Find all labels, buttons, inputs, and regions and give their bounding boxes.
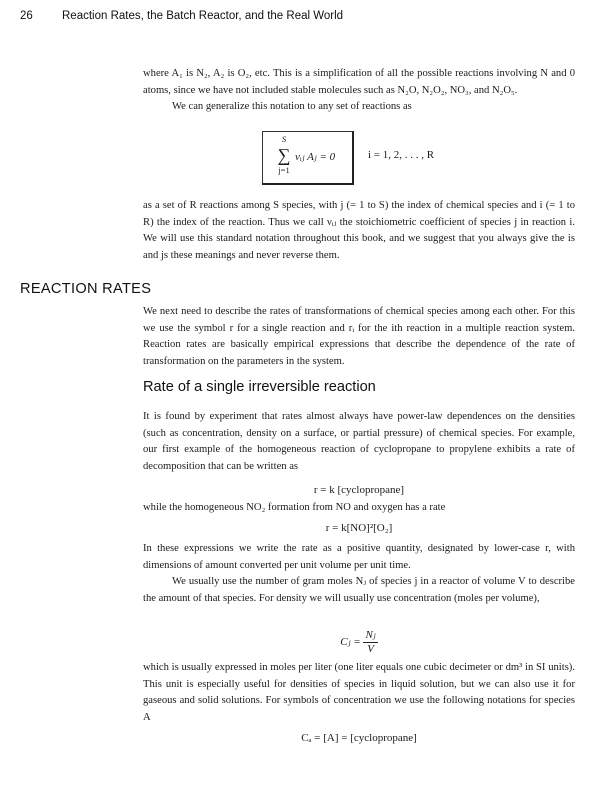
equation-concentration-notation: Cₐ = [A] = [cyclopropane] (301, 732, 417, 744)
running-title: Reaction Rates, the Batch Reactor, and the Real World (62, 10, 344, 22)
moles-paragraph: We usually use the number of gram moles Nⱼ of species j in a reactor of volume V to describe the amount of that species. For density we will usually use concentration (moles per volume), (143, 576, 575, 604)
notation-paragraph: as a set of R reactions among S species, with j (= 1 to S) the index of chemical species and i (= 1 to R) the index of the reaction. Thus we call νᵢⱼ the stoichiometric coefficient of species j in reaction i. We will use this standard notation throughout this book, and we suggest that you always give the is and js these meanings and never reverse them. (143, 200, 575, 261)
notation-block (143, 198, 575, 264)
equation-no2-rate: r = k[NO]²[O₂] (325, 522, 393, 534)
page-number: 26 (20, 10, 33, 22)
fraction-numerator: Nⱼ (365, 629, 376, 641)
sigma-symbol: ∑ (277, 145, 291, 165)
running-header (20, 10, 590, 22)
power-law-block (143, 409, 575, 475)
boxed-equation-body: νᵢⱼ Aⱼ = 0 (295, 151, 336, 163)
boxed-equation (262, 131, 354, 185)
sum-upper-limit: S (281, 134, 287, 144)
no2-sentence: while the homogeneous NO₂ formation from NO and oxygen has a rate (143, 502, 446, 513)
reaction-rates-block (143, 304, 575, 370)
section-title: REACTION RATES (20, 281, 152, 297)
equation-concentration (143, 629, 575, 656)
concentration-fraction (363, 629, 377, 656)
rate-definition-paragraph: In these expressions we write the rate as a positive quantity, designated by lower-case r, with dimensions of amount converted per unit volume per unit time. (143, 543, 575, 571)
subsection-title: Rate of a single irreversible reaction (143, 379, 376, 395)
equation-cyclopropane-rate: r = k [cyclopropane] (313, 484, 405, 496)
reaction-rates-paragraph: We next need to describe the rates of transformations of chemical species among each other. For this we use the symbol r for a single reaction and rᵢ for the ith reaction in a multiple reaction system. Reaction rates are basically empirical expressions that describe the dependence of the rate of transformation on the parameters in the system. (143, 306, 575, 367)
reaction-index-range: i = 1, 2, . . . , R (368, 149, 435, 161)
intro-block (143, 66, 575, 116)
power-law-paragraph: It is found by experiment that rates almost always have power-law dependences on the densities (such as concentration, density on a surface, or partial pressure) of chemical species. For example, our first example of the homogeneous reaction of cyclopropane to propylene exhibits a rate of decomposition that can be written as (143, 411, 575, 472)
intro-generalize: We can generalize this notation to any set of reactions as (172, 101, 412, 113)
fraction-denominator: V (367, 643, 374, 655)
units-paragraph: which is usually expressed in moles per liter (one liter equals one cubic decimeter or dm³ in SI units). This unit is especially useful for densities of species in liquid solution, but we can also use it for gaseous and solid solutions. For symbols of concentration we use the following notations for species A (143, 662, 575, 723)
sum-lower-limit: j=1 (278, 165, 290, 175)
units-block (143, 660, 575, 726)
rate-definition-block (143, 541, 575, 607)
intro-paragraph: where A₁ is N₂, A₂ is O₂, etc. This is a simplification of all the possible reactions involving N and 0 atoms, since we have not included stable molecules such as N₂O, N₂O₂, NO₃, and N₂O₅. (143, 68, 575, 96)
no2-block (143, 500, 575, 517)
concentration-lhs: Cⱼ = (340, 636, 361, 649)
